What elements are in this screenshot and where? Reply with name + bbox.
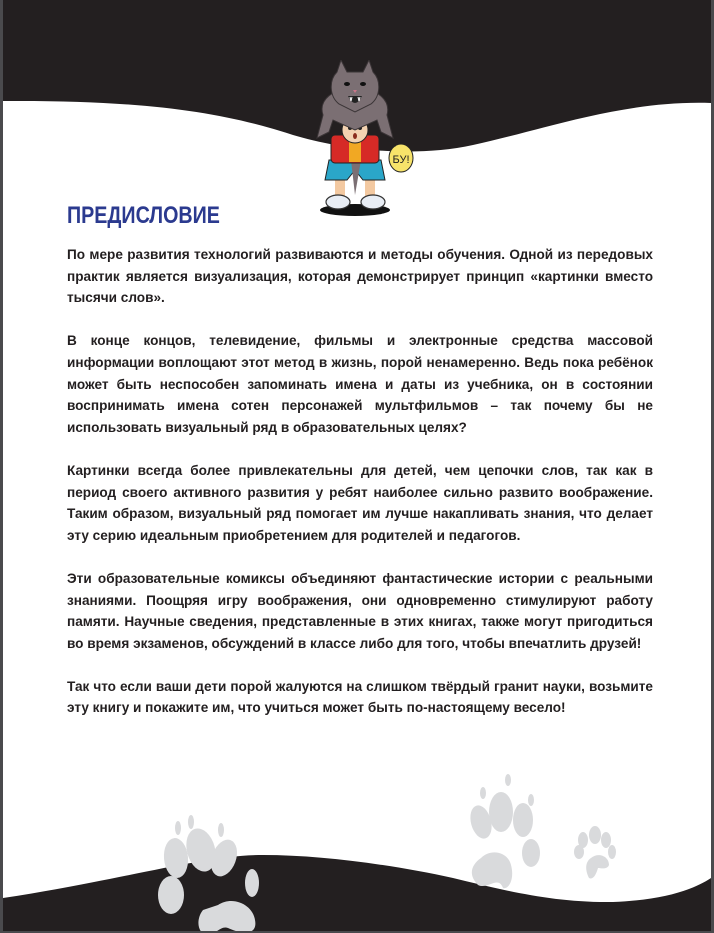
speech-bubble-text: БУ!: [392, 154, 410, 166]
page-title: ПРЕДИСЛОВИЕ: [67, 202, 220, 229]
paragraph: Картинки всегда более привлекательны для детей, чем цепочки слов, так как в период своего активного развития у ребят наиболее сильно развито воображение. Таким образом, визуальный ряд помогает им лучше накапливать знания, что делает эту серию идеальным приобретением для родителей и педагогов.: [67, 462, 653, 543]
shoe-right: [361, 195, 385, 209]
foreword-body: [67, 244, 653, 741]
paragraph: По мере развития технологий развиваются и методы обучения. Одной из передовых практик является визуализация, которая демонстрирует принцип «картинки вместо тысячи слов».: [67, 247, 653, 306]
document-page: [3, 0, 711, 931]
paw-print-small: [574, 826, 616, 878]
paragraph: Так что если ваши дети порой жалуются на слишком твёрдый гранит науки, возьмите эту книгу и покажите им, что учиться может быть по-настоящему весело!: [67, 678, 653, 716]
paw-print-medium: [467, 774, 540, 888]
shoe-left: [326, 195, 350, 209]
paragraph: В конце концов, телевидение, фильмы и электронные средства массовой информации воплощают этот метод в жизнь, порой ненамеренно. Ведь пока ребёнок может быть неспособен запоминать имена и даты из учебника, он в состоянии воспринимать имена сотен персонажей мультфильмов – так почему бы не использовать визуальный ряд в образовательных целях?: [67, 333, 653, 435]
boy-wolf-illustration: [293, 60, 433, 220]
paragraph: Эти образовательные комиксы объединяют фантастические истории с реальными знаниями. Поощряя игру воображения, они одновременно стимулируют работу памяти. Научные сведения, представленные в этих книгах, также могут пригодиться во время экзаменов, обсуждений в классе либо для того, чтобы впечатлить друзей!: [67, 570, 653, 651]
